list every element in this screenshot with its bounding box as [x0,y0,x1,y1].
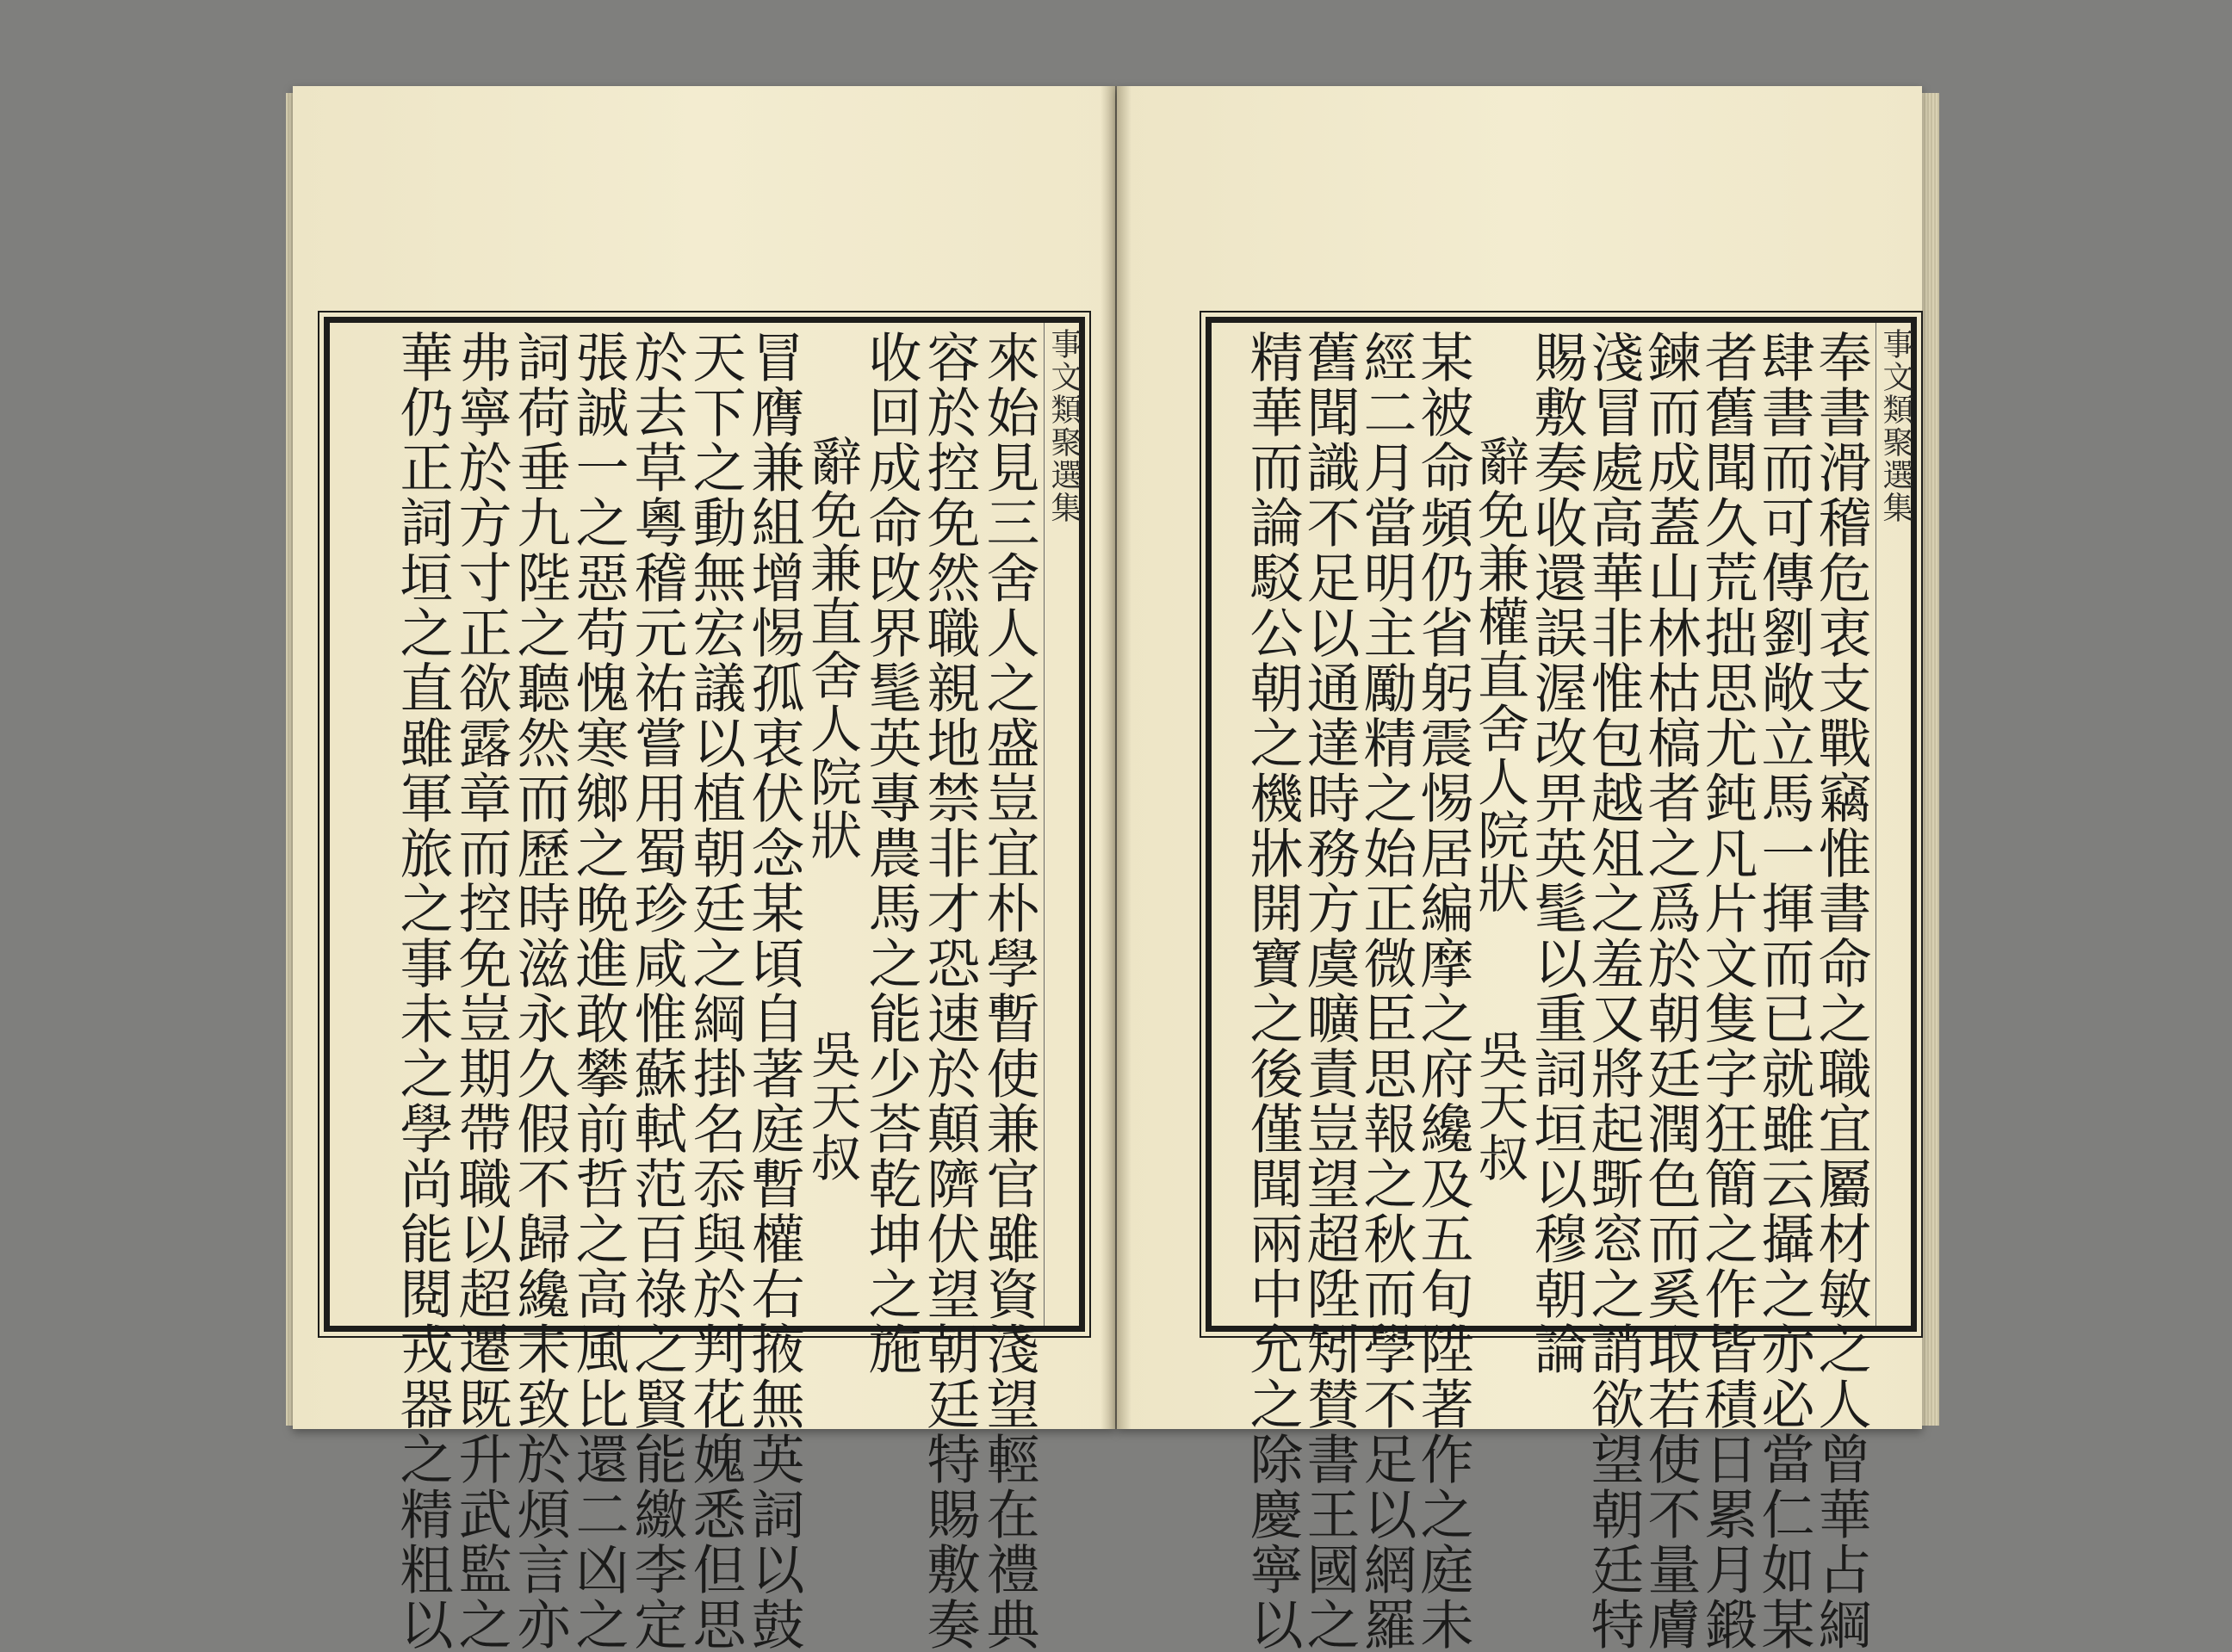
left-text-block [324,317,1085,1652]
text-column: 弗寧於方寸正欲露章而控免豈期帶職以超遷既升武監之 [450,330,512,1652]
left-margin-label: 事文類聚選集 [1046,328,1082,524]
text-column: 淺冒處高華非惟包越俎之羞又將起斲窓之誚欲望朝廷特 [1582,330,1645,1652]
section-author: 吳天叔 [1470,1029,1528,1184]
text-column: 奉書滑稽危衷支戰竊惟書命之職宜屬材敏之人曾華占綱 [1809,330,1872,1652]
text-column: 收回成命攺界髦英專農馬之能少荅乾坤之施 [859,330,922,1377]
section-title: 辭免兼權直舍人院狀 [1469,435,1529,915]
text-column: 經二月當明主勵精之始正微臣思報之秋而學不足以網羅 [1355,330,1417,1652]
text-column: 者舊聞久荒拙思尤鈍凡片文隻字狂簡之作皆積日累月鍛 [1696,330,1758,1652]
text-column: 鍊而成蓋山林枯槁者之爲於朝廷潤色而奚取若使不量膚 [1639,330,1702,1652]
text-column: 張誠一之惡苟愧寒鄉之晩進敢攀前哲之高風比還二凶之 [567,330,629,1652]
section-author: 吳天叔 [803,1029,861,1184]
right-margin-label: 事文類聚選集 [1878,328,1913,524]
text-column: 華仍正詞垣之直雖軍旅之事未之學尚能閱戎器之精粗以 [391,330,454,1652]
text-column: 某被命頻仍省躬震惕居編摩之府纔及五旬陞著作之庭未 [1411,330,1474,1652]
text-column: 詞荷垂九陛之聽然而歷時滋永久假不歸纔未致於煩言亦 [508,330,571,1652]
right-text-block [1206,317,1917,1652]
text-column: 容於控免然職親地禁非才恐速於顛隮伏望朝廷特賜敷奏 [918,330,981,1652]
text-column: 冒膺兼組增惕孤衷伏念某頃自著庭暫權右掖無英詞以鼓 [742,330,805,1652]
text-column: 舊聞識不足以通達時務方虞曠責豈望超陞矧賛書王國之 [1298,330,1361,1652]
book-gutter [1100,86,1132,1429]
text-column: 天下之動無宏議以植朝廷之綱掛名忝與於判花媿悉但思 [684,330,747,1652]
text-column: 精華而論駁公朝之機牀開寶之後僅聞兩中允之除慶寧以 [1241,330,1304,1652]
text-column: 肆書而可傳劉敞立馬一揮而已就雖云攝之亦必當仁如某 [1752,330,1815,1652]
text-column: 賜敷奏收還誤渥改畀英髦以重詞垣以穆朝論 [1525,330,1588,1377]
column-rule [1044,323,1045,1326]
text-column: 於去草粵稽元祐嘗用蜀珍咸惟蘇軾范百祿之賢能繳李定 [625,330,688,1652]
section-title: 辭免兼直舍人院狀 [802,435,862,862]
text-column: 來始見三舍人之盛豈宜朴學暫使兼官雖資淺望輕在禮典 [977,330,1040,1652]
